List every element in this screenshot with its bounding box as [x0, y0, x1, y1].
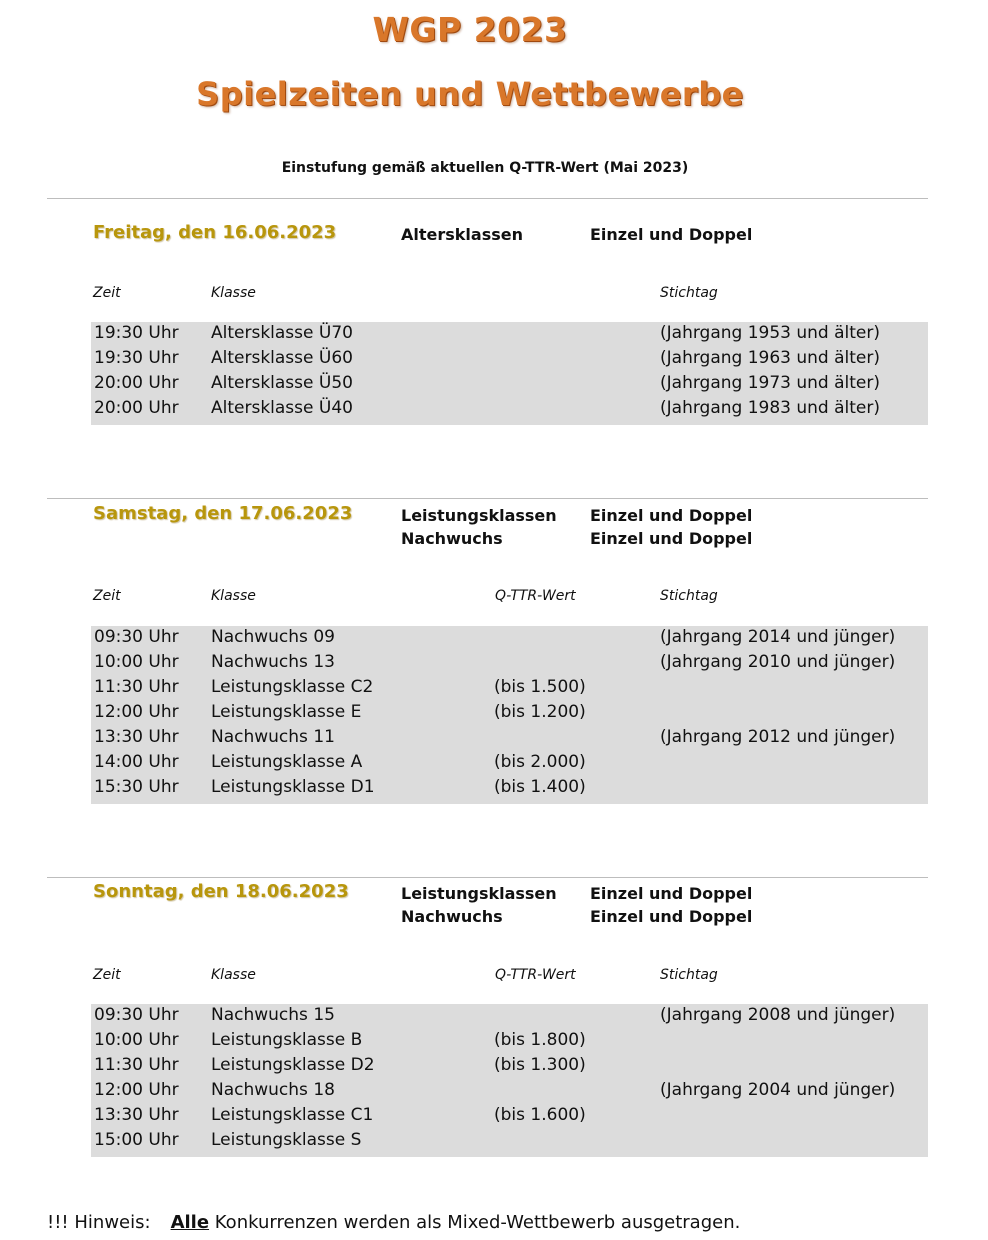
- col-header-zeit: Zeit: [93, 285, 121, 301]
- divider: [47, 877, 928, 878]
- table-row: [91, 1004, 928, 1029]
- class-cell: Nachwuchs 18: [211, 1080, 335, 1100]
- category-label: Altersklassen: [401, 225, 523, 244]
- page-title: WGP 2023: [372, 10, 568, 49]
- table-row: [91, 751, 928, 776]
- class-cell: Leistungsklasse C1: [211, 1105, 374, 1125]
- class-cell: Altersklasse Ü50: [211, 373, 353, 393]
- cutoff-cell: (Jahrgang 1963 und älter): [660, 348, 881, 368]
- rating-cell: (bis 1.500): [494, 677, 586, 697]
- day-heading: Sonntag, den 18.06.2023: [93, 881, 349, 902]
- rating-cell: (bis 1.800): [494, 1030, 586, 1050]
- table-row: [91, 701, 928, 726]
- competition-type: Einzel und Doppel: [590, 506, 753, 525]
- cutoff-cell: (Jahrgang 2008 und jünger): [660, 1005, 896, 1025]
- class-cell: Altersklasse Ü60: [211, 348, 353, 368]
- table-row: [91, 347, 928, 372]
- time-cell: 20:00 Uhr: [94, 398, 179, 418]
- hint-text: Konkurrenzen werden als Mixed-Wettbewerb ausgetragen.: [209, 1212, 741, 1233]
- cutoff-cell: (Jahrgang 2004 und jünger): [660, 1080, 896, 1100]
- col-header-stichtag: Stichtag: [660, 967, 718, 983]
- table-row: [91, 726, 928, 751]
- col-header-zeit: Zeit: [93, 967, 121, 983]
- competition-type: Einzel und Doppel: [590, 225, 753, 244]
- time-cell: 09:30 Uhr: [94, 1005, 179, 1025]
- time-cell: 19:30 Uhr: [94, 348, 179, 368]
- time-cell: 15:30 Uhr: [94, 777, 179, 797]
- class-cell: Altersklasse Ü70: [211, 323, 353, 343]
- table-row: [91, 1079, 928, 1104]
- cutoff-cell: (Jahrgang 2012 und jünger): [660, 727, 896, 747]
- table-row: [91, 1104, 928, 1129]
- schedule-table: [91, 626, 928, 804]
- competition-type: Einzel und Doppel: [590, 529, 753, 548]
- table-row: [91, 322, 928, 347]
- rating-cell: (bis 1.300): [494, 1055, 586, 1075]
- table-row: [91, 1129, 928, 1154]
- time-cell: 20:00 Uhr: [94, 373, 179, 393]
- table-row: [91, 626, 928, 651]
- time-cell: 11:30 Uhr: [94, 1055, 179, 1075]
- table-row: [91, 676, 928, 701]
- time-cell: 12:00 Uhr: [94, 702, 179, 722]
- time-cell: 15:00 Uhr: [94, 1130, 179, 1150]
- class-cell: Nachwuchs 13: [211, 652, 335, 672]
- rating-cell: (bis 1.200): [494, 702, 586, 722]
- class-cell: Altersklasse Ü40: [211, 398, 353, 418]
- cutoff-cell: (Jahrgang 1983 und älter): [660, 398, 881, 418]
- time-cell: 10:00 Uhr: [94, 1030, 179, 1050]
- time-cell: 13:30 Uhr: [94, 727, 179, 747]
- category-label: Nachwuchs: [401, 529, 503, 548]
- category-label: Nachwuchs: [401, 907, 503, 926]
- time-cell: 13:30 Uhr: [94, 1105, 179, 1125]
- time-cell: 14:00 Uhr: [94, 752, 179, 772]
- rating-cell: (bis 1.600): [494, 1105, 586, 1125]
- class-cell: Leistungsklasse S: [211, 1130, 362, 1150]
- class-cell: Leistungsklasse D1: [211, 777, 375, 797]
- time-cell: 10:00 Uhr: [94, 652, 179, 672]
- col-header-stichtag: Stichtag: [660, 588, 718, 604]
- class-cell: Leistungsklasse B: [211, 1030, 363, 1050]
- schedule-table: [91, 322, 928, 425]
- col-header-stichtag: Stichtag: [660, 285, 718, 301]
- category-label: Leistungsklassen: [401, 506, 557, 525]
- time-cell: 09:30 Uhr: [94, 627, 179, 647]
- time-cell: 12:00 Uhr: [94, 1080, 179, 1100]
- class-cell: Nachwuchs 09: [211, 627, 335, 647]
- hint-label: !!! Hinweis:: [47, 1212, 151, 1233]
- schedule-table: [91, 1004, 928, 1157]
- divider: [47, 198, 928, 199]
- time-cell: 11:30 Uhr: [94, 677, 179, 697]
- class-cell: Leistungsklasse A: [211, 752, 363, 772]
- col-header-klasse: Klasse: [211, 588, 256, 604]
- col-header-qttr: Q-TTR-Wert: [495, 588, 576, 604]
- cutoff-cell: (Jahrgang 2010 und jünger): [660, 652, 896, 672]
- col-header-zeit: Zeit: [93, 588, 121, 604]
- class-cell: Nachwuchs 15: [211, 1005, 335, 1025]
- rating-cell: (bis 1.400): [494, 777, 586, 797]
- hint-note: [47, 1212, 740, 1233]
- table-row: [91, 1029, 928, 1054]
- table-row: [91, 397, 928, 422]
- competition-type: Einzel und Doppel: [590, 884, 753, 903]
- class-cell: Leistungsklasse E: [211, 702, 362, 722]
- class-cell: Leistungsklasse D2: [211, 1055, 375, 1075]
- day-heading: Freitag, den 16.06.2023: [93, 222, 337, 243]
- table-row: [91, 776, 928, 801]
- cutoff-cell: (Jahrgang 2014 und jünger): [660, 627, 896, 647]
- cutoff-cell: (Jahrgang 1953 und älter): [660, 323, 881, 343]
- page-subtitle: Spielzeiten und Wettbewerbe: [196, 75, 744, 113]
- class-cell: Nachwuchs 11: [211, 727, 335, 747]
- col-header-klasse: Klasse: [211, 285, 256, 301]
- class-cell: Leistungsklasse C2: [211, 677, 374, 697]
- category-label: Leistungsklassen: [401, 884, 557, 903]
- rating-cell: (bis 2.000): [494, 752, 586, 772]
- divider: [47, 498, 928, 499]
- table-row: [91, 372, 928, 397]
- competition-type: Einzel und Doppel: [590, 907, 753, 926]
- col-header-qttr: Q-TTR-Wert: [495, 967, 576, 983]
- hint-emphasis: Alle: [170, 1212, 210, 1233]
- rating-note: Einstufung gemäß aktuellen Q-TTR-Wert (Mai 2023): [281, 160, 689, 176]
- time-cell: 19:30 Uhr: [94, 323, 179, 343]
- col-header-klasse: Klasse: [211, 967, 256, 983]
- table-row: [91, 1054, 928, 1079]
- cutoff-cell: (Jahrgang 1973 und älter): [660, 373, 881, 393]
- table-row: [91, 651, 928, 676]
- day-heading: Samstag, den 17.06.2023: [93, 503, 353, 524]
